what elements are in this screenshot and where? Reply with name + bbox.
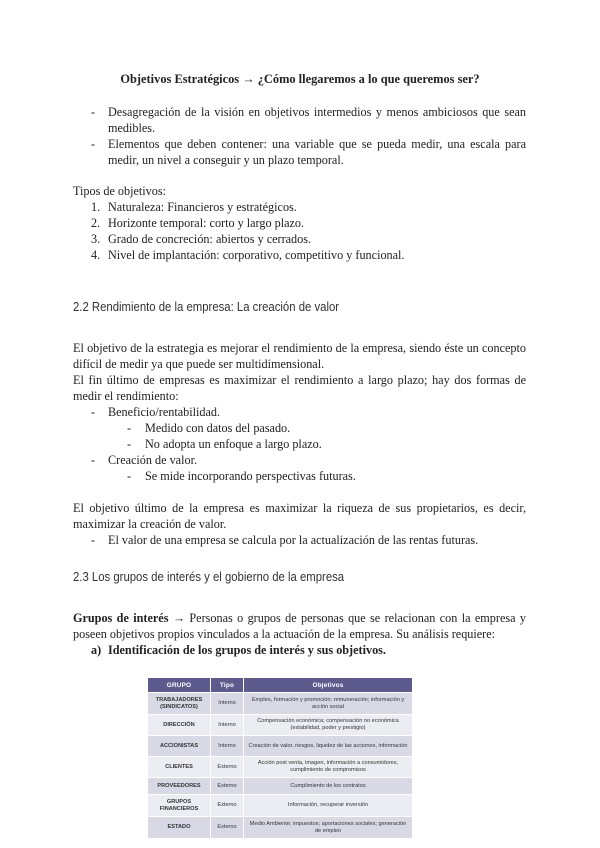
types-list-number: 2. <box>91 216 101 230</box>
subheading-marker: a) <box>91 643 102 657</box>
table-header-row <box>148 678 413 693</box>
sub-beneficio-1: Medido con datos del pasado. <box>145 421 291 435</box>
section-2-2-para1-line1: El objetivo de la estrategia es mejorar el rendimiento de la empresa, siendo éste un concepto <box>73 341 526 355</box>
grupos-line1-rest: → Personas o grupos de personas que se relacionan con la empresa y <box>168 611 526 625</box>
table-row <box>148 736 413 757</box>
types-list-number: 4. <box>91 248 101 262</box>
table-row <box>148 817 413 839</box>
bullet-dash: - <box>127 437 132 451</box>
cell-objetivos: Información, recuperar inversión <box>244 795 413 817</box>
cell-grupo: TRABAJADORES (SINDICATOS) <box>148 693 211 715</box>
table-row <box>148 778 413 795</box>
types-list-item: Nivel de implantación: corporativo, competitivo y funcional. <box>108 248 405 262</box>
cell-grupo: GRUPOS FINANCIEROS <box>148 795 211 817</box>
cell-tipo: Interno <box>211 693 244 715</box>
table-row <box>148 757 413 778</box>
sub-creacion-1: Se mide incorporando perspectivas futuras. <box>145 469 356 483</box>
section-2-2-para1-line2: difícil de medir ya que puede ser multidimensional. <box>73 357 325 371</box>
section-2-3-title: 2.3 Los grupos de interés y el gobierno de la empresa <box>73 569 345 584</box>
objectives-bullet-2-line1: Elementos que deben contener: una variable que se pueda medir, una escala para <box>108 137 526 151</box>
cell-tipo: Externo <box>211 757 244 778</box>
cell-objetivos: Medio Ambiente; impuestos; aportaciones sociales; generación de empleo <box>244 817 413 839</box>
item-valor: El valor de una empresa se calcula por la actualización de las rentas futuras. <box>108 533 479 547</box>
bullet-dash: - <box>91 105 96 119</box>
item-creacion: Creación de valor. <box>108 453 198 467</box>
cell-tipo: Interno <box>211 736 244 757</box>
objectives-heading <box>0 72 600 87</box>
cell-grupo: CLIENTES <box>148 757 211 778</box>
section-2-2-para3-line1: El objetivo último de la empresa es maximizar la riqueza de sus propietarios, es decir, <box>73 501 526 515</box>
objectives-bullet-2-line2: medir, un nivel a conseguir y un plazo temporal. <box>108 153 344 167</box>
types-list-number: 1. <box>91 200 101 214</box>
cell-objetivos: Cumplimiento de los contratos <box>244 778 413 795</box>
cell-objetivos: Creación de valor, riesgos, liquidez de las acciones, información <box>244 736 413 757</box>
table-header-tipo: Tipo <box>211 678 244 693</box>
bullet-dash: - <box>127 421 132 435</box>
stakeholder-table-wrapper <box>147 677 413 839</box>
bullet-dash: - <box>91 533 96 547</box>
section-2-2-title: 2.2 Rendimiento de la empresa: La creación de valor <box>73 299 340 314</box>
bullet-dash: - <box>91 405 96 419</box>
bullet-dash: - <box>127 469 132 483</box>
section-2-2-para2-line1: El fin último de empresas es maximizar el rendimiento a largo plazo; hay dos formas de <box>73 373 526 387</box>
types-list-number: 3. <box>91 232 101 246</box>
sub-beneficio-2: No adopta un enfoque a largo plazo. <box>145 437 322 451</box>
bullet-dash: - <box>91 453 96 467</box>
cell-tipo: Interno <box>211 715 244 736</box>
cell-tipo: Externo <box>211 817 244 839</box>
objectives-heading-rest: → ¿Cómo llegaremos a lo que queremos ser? <box>239 72 480 86</box>
types-list-item: Horizonte temporal: corto y largo plazo. <box>108 216 305 230</box>
objectives-bullet-1-line1: Desagregación de la visión en objetivos intermedios y menos ambiciosos que sean <box>108 105 526 119</box>
table-header-grupo: GRUPO <box>148 678 211 693</box>
objectives-bullet-1-line2: medibles. <box>108 121 156 135</box>
cell-objetivos: Compensación económica; compensación no económica (estabilidad, poder y prestigio) <box>244 715 413 736</box>
table-row <box>148 693 413 715</box>
cell-tipo: Externo <box>211 778 244 795</box>
bullet-dash: - <box>91 137 96 151</box>
grupos-line1 <box>73 611 526 626</box>
section-2-2-para2-line2: medir el rendimiento: <box>73 389 179 403</box>
types-intro: Tipos de objetivos: <box>73 184 167 198</box>
table-row <box>148 715 413 736</box>
grupos-line2: poseen objetivos propios vinculados a la actuación de la empresa. Su análisis requiere: <box>73 627 496 641</box>
grupos-bold: Grupos de interés <box>73 611 169 625</box>
types-list-item: Grado de concreción: abiertos y cerrados. <box>108 232 312 246</box>
cell-objetivos: Empleo, formación y promoción; remuneración; información y acción social <box>244 693 413 715</box>
types-list-item: Naturaleza: Financieros y estratégicos. <box>108 200 297 214</box>
stakeholder-table <box>147 677 413 839</box>
cell-grupo: PROVEEDORES <box>148 778 211 795</box>
objectives-heading-bold: Objetivos Estratégicos <box>120 72 240 86</box>
cell-grupo: ACCIONISTAS <box>148 736 211 757</box>
item-beneficio: Beneficio/rentabilidad. <box>108 405 221 419</box>
cell-objetivos: Acción post venta, imagen, información a consumidores, cumplimiento de compromisos <box>244 757 413 778</box>
table-header-objetivos: Objetivos <box>244 678 413 693</box>
section-2-2-para3-line2: maximizar la creación de valor. <box>73 517 227 531</box>
cell-grupo: DIRECCIÓN <box>148 715 211 736</box>
subheading-identificacion: Identificación de los grupos de interés y sus objetivos. <box>108 643 386 657</box>
table-row <box>148 795 413 817</box>
cell-tipo: Externo <box>211 795 244 817</box>
cell-grupo: ESTADO <box>148 817 211 839</box>
